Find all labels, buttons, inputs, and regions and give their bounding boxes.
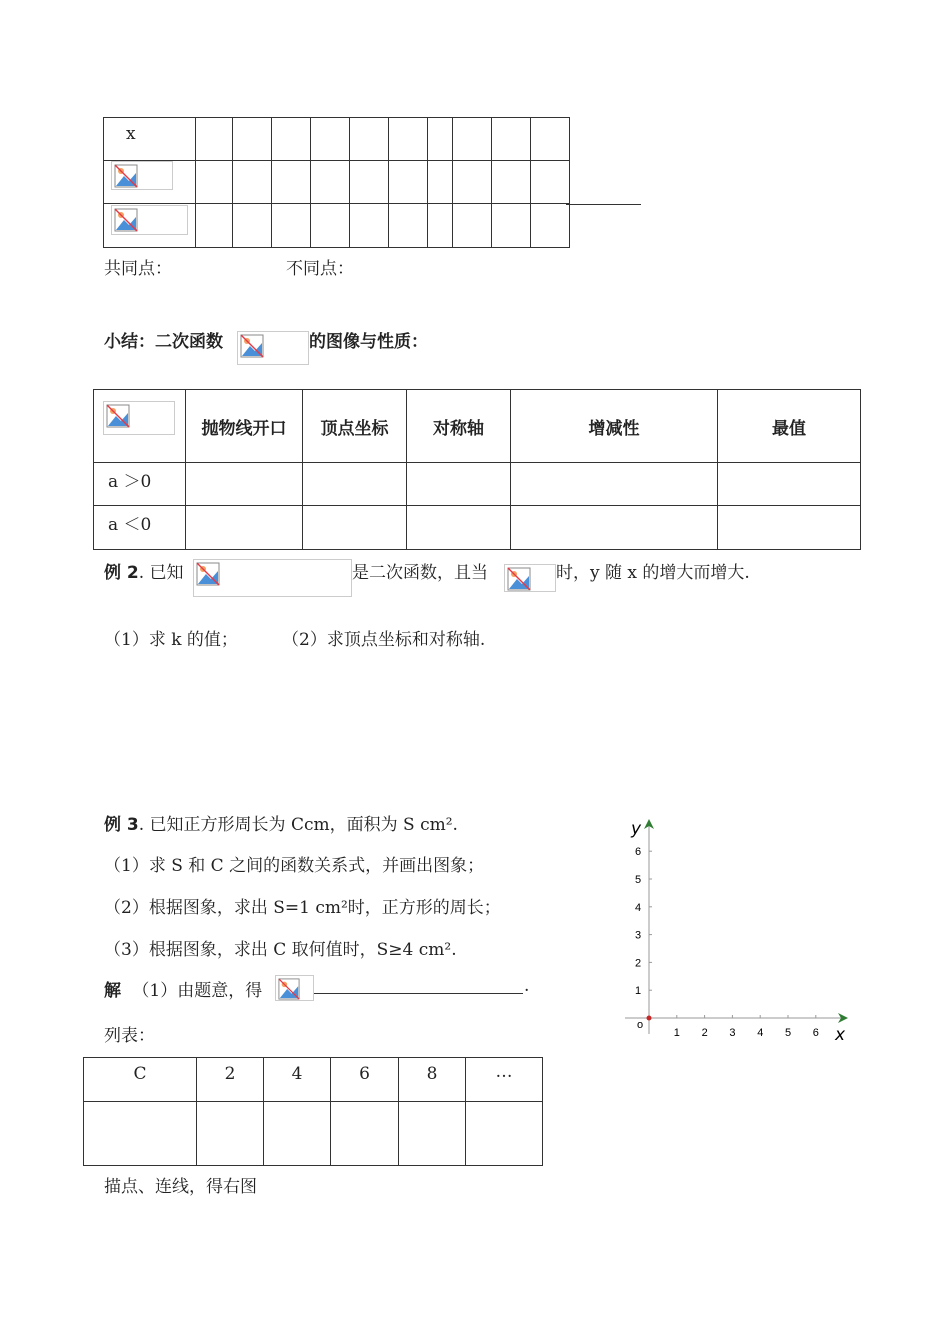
table2-formula-image bbox=[103, 401, 175, 435]
table2-row-a-negative: a ＜0 bbox=[94, 506, 186, 550]
y-tick-label: 2 bbox=[635, 957, 642, 970]
table3-s-row-label bbox=[84, 1102, 197, 1166]
solution-end: . bbox=[524, 976, 530, 996]
solution-label: 解 bbox=[104, 981, 121, 1001]
example2-question-1: （1）求 k 的值； bbox=[104, 630, 238, 650]
c-s-value-table bbox=[83, 1057, 543, 1166]
example2-line bbox=[104, 558, 184, 583]
table2-header-monotonicity: 增减性 bbox=[511, 390, 718, 463]
different-points-label: 不同点： bbox=[286, 259, 354, 279]
origin-label: o bbox=[637, 1019, 644, 1031]
table3-header-ellipsis: … bbox=[466, 1058, 543, 1102]
example2-text-b: 是二次函数，且当 bbox=[352, 563, 488, 583]
table2-header-axis: 对称轴 bbox=[407, 390, 511, 463]
plot-instruction: 描点、连线，得右图 bbox=[104, 1177, 257, 1197]
table3-header-2: 2 bbox=[197, 1058, 264, 1102]
example3-question-1: （1）求 S 和 C 之间的函数关系式，并画出图象； bbox=[104, 856, 485, 876]
example2-text-a: . 已知 bbox=[138, 563, 184, 583]
properties-table bbox=[93, 389, 861, 550]
solution-line bbox=[104, 976, 262, 1001]
x-tick-label: 4 bbox=[757, 1027, 764, 1039]
example3-text: . 已知正方形周长为 Ccm，面积为 S cm². bbox=[138, 815, 458, 835]
table2-row-a-positive: a ＞0 bbox=[94, 463, 186, 506]
y-tick-label: 4 bbox=[635, 901, 642, 914]
table1-header-x: x bbox=[104, 118, 196, 161]
x-tick-label: 5 bbox=[785, 1027, 792, 1039]
y-tick-label: 3 bbox=[635, 929, 642, 942]
summary-formula-image bbox=[237, 331, 309, 365]
x-tick-label: 1 bbox=[673, 1027, 680, 1039]
x-tick-label: 2 bbox=[701, 1027, 708, 1039]
example3-question-3: （3）根据图象，求出 C 取何值时，S≥4 cm². bbox=[104, 940, 457, 960]
common-points-label: 共同点： bbox=[104, 259, 172, 279]
x-tick-label: 3 bbox=[729, 1027, 736, 1039]
x-axis-label: x bbox=[835, 1025, 846, 1045]
table1-extension-line bbox=[566, 204, 641, 205]
example2-condition-image bbox=[504, 564, 556, 592]
example2-function-image bbox=[193, 559, 352, 597]
table3-header-8: 8 bbox=[399, 1058, 466, 1102]
table2-header-opening: 抛物线开口 bbox=[186, 390, 303, 463]
table3-header-6: 6 bbox=[331, 1058, 399, 1102]
y-axis-label: y bbox=[631, 819, 642, 839]
example3-line0 bbox=[104, 810, 458, 835]
solution-formula-image bbox=[275, 975, 314, 1001]
table3-header-c: C bbox=[84, 1058, 197, 1102]
table2-header-extremum: 最值 bbox=[718, 390, 861, 463]
table3-header-4: 4 bbox=[264, 1058, 331, 1102]
example3-question-2: （2）根据图象，求出 S=1 cm²时，正方形的周长； bbox=[104, 898, 501, 918]
formula-image-1 bbox=[111, 161, 173, 190]
origin-point bbox=[647, 1016, 652, 1021]
x-ticks bbox=[674, 1015, 819, 1039]
solution-blank-line bbox=[314, 993, 523, 994]
example2-label: 例 2 bbox=[104, 563, 139, 583]
coordinate-graph bbox=[615, 812, 855, 1047]
list-label: 列表： bbox=[104, 1026, 155, 1046]
table2-header-vertex: 顶点坐标 bbox=[303, 390, 407, 463]
formula-image-2 bbox=[111, 205, 188, 235]
y-tick-label: 1 bbox=[635, 985, 642, 998]
summary-suffix: 的图像与性质： bbox=[309, 332, 428, 352]
example3-label: 例 3 bbox=[104, 815, 139, 835]
solution-text: （1）由题意，得 bbox=[132, 981, 263, 1001]
example2-text-c: 时，y 随 x 的增大而增大. bbox=[556, 563, 750, 583]
y-tick-label: 5 bbox=[635, 874, 642, 886]
x-tick-label: 6 bbox=[812, 1027, 819, 1039]
summary-prefix: 小结：二次函数 bbox=[104, 332, 223, 352]
y-tick-label: 6 bbox=[635, 846, 642, 859]
example2-question-2: （2）求顶点坐标和对称轴. bbox=[282, 630, 486, 650]
